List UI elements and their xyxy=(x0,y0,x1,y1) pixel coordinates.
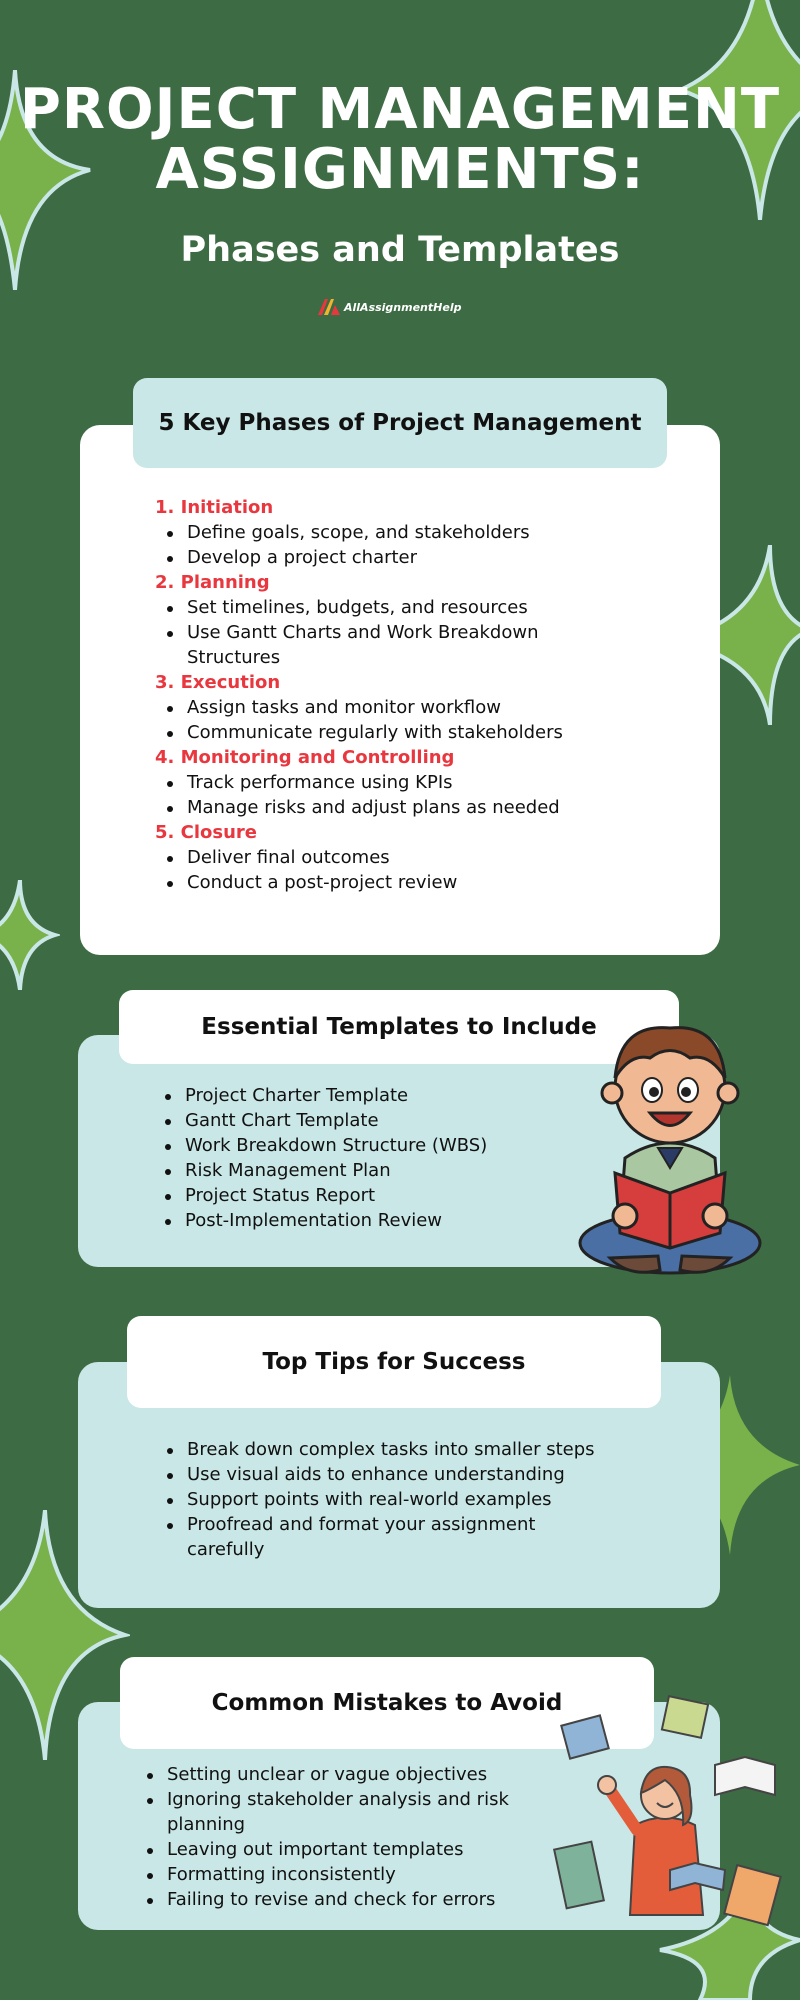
list-item: Ignoring stakeholder analysis and risk planning xyxy=(135,1787,535,1837)
phase-bullet: Use Gantt Charts and Work Breakdown Structures xyxy=(155,620,587,670)
tips-list xyxy=(155,1437,615,1562)
phase-title: 2. Planning xyxy=(155,572,270,593)
phases-heading: 5 Key Phases of Project Management xyxy=(133,378,667,468)
list-item: Gantt Chart Template xyxy=(153,1108,487,1133)
list-item: Use visual aids to enhance understanding xyxy=(155,1462,615,1487)
list-item: Project Charter Template xyxy=(153,1083,487,1108)
list-item: Proofread and format your assignment carefully xyxy=(155,1512,615,1562)
page-title xyxy=(0,77,800,202)
templates-heading: Essential Templates to Include xyxy=(119,990,679,1064)
phase-title: 3. Execution xyxy=(155,672,281,693)
phases-card xyxy=(80,425,720,955)
templates-list xyxy=(153,1083,487,1233)
list-item: Setting unclear or vague objectives xyxy=(135,1762,535,1787)
phase-bullet: Develop a project charter xyxy=(155,545,675,570)
phase-bullet: Manage risks and adjust plans as needed xyxy=(155,795,675,820)
brand-logo-icon xyxy=(318,299,340,315)
phase-title: 1. Initiation xyxy=(155,497,274,518)
phase-bullet: Set timelines, budgets, and resources xyxy=(155,595,675,620)
phase-monitoring xyxy=(155,745,675,820)
list-item: Formatting inconsistently xyxy=(135,1862,535,1887)
phase-bullet: Define goals, scope, and stakeholders xyxy=(155,520,675,545)
list-item: Post-Implementation Review xyxy=(153,1208,487,1233)
phase-initiation xyxy=(155,495,675,570)
reading-boy-illustration xyxy=(570,1008,770,1288)
phase-bullet: Communicate regularly with stakeholders xyxy=(155,720,675,745)
list-item: Leaving out important templates xyxy=(135,1837,535,1862)
phase-title: 5. Closure xyxy=(155,822,257,843)
page-subtitle: Phases and Templates xyxy=(180,230,620,270)
brand-name: AllAssignmentHelp xyxy=(344,300,462,314)
phase-bullet: Deliver final outcomes xyxy=(155,845,675,870)
phase-closure xyxy=(155,820,675,895)
list-item: Work Breakdown Structure (WBS) xyxy=(153,1133,487,1158)
title-line-1: PROJECT MANAGEMENT xyxy=(19,77,781,142)
title-line-2: ASSIGNMENTS: xyxy=(155,137,645,202)
tips-heading: Top Tips for Success xyxy=(127,1316,661,1408)
phases-list xyxy=(155,495,675,895)
list-item: Failing to revise and check for errors xyxy=(135,1887,535,1912)
phase-bullet: Conduct a post-project review xyxy=(155,870,675,895)
girl-with-books-illustration xyxy=(545,1695,795,1935)
phase-title: 4. Monitoring and Controlling xyxy=(155,747,455,768)
list-item: Risk Management Plan xyxy=(153,1158,487,1183)
phase-bullet: Track performance using KPIs xyxy=(155,770,675,795)
list-item: Support points with real-world examples xyxy=(155,1487,615,1512)
star-decoration-left-1 xyxy=(0,880,60,990)
list-item: Project Status Report xyxy=(153,1183,487,1208)
brand xyxy=(318,299,461,315)
phase-planning xyxy=(155,570,675,670)
phase-bullet: Assign tasks and monitor workflow xyxy=(155,695,675,720)
mistakes-heading: Common Mistakes to Avoid xyxy=(120,1657,654,1749)
list-item: Break down complex tasks into smaller steps xyxy=(155,1437,615,1462)
phase-execution xyxy=(155,670,675,745)
mistakes-list xyxy=(135,1762,535,1912)
